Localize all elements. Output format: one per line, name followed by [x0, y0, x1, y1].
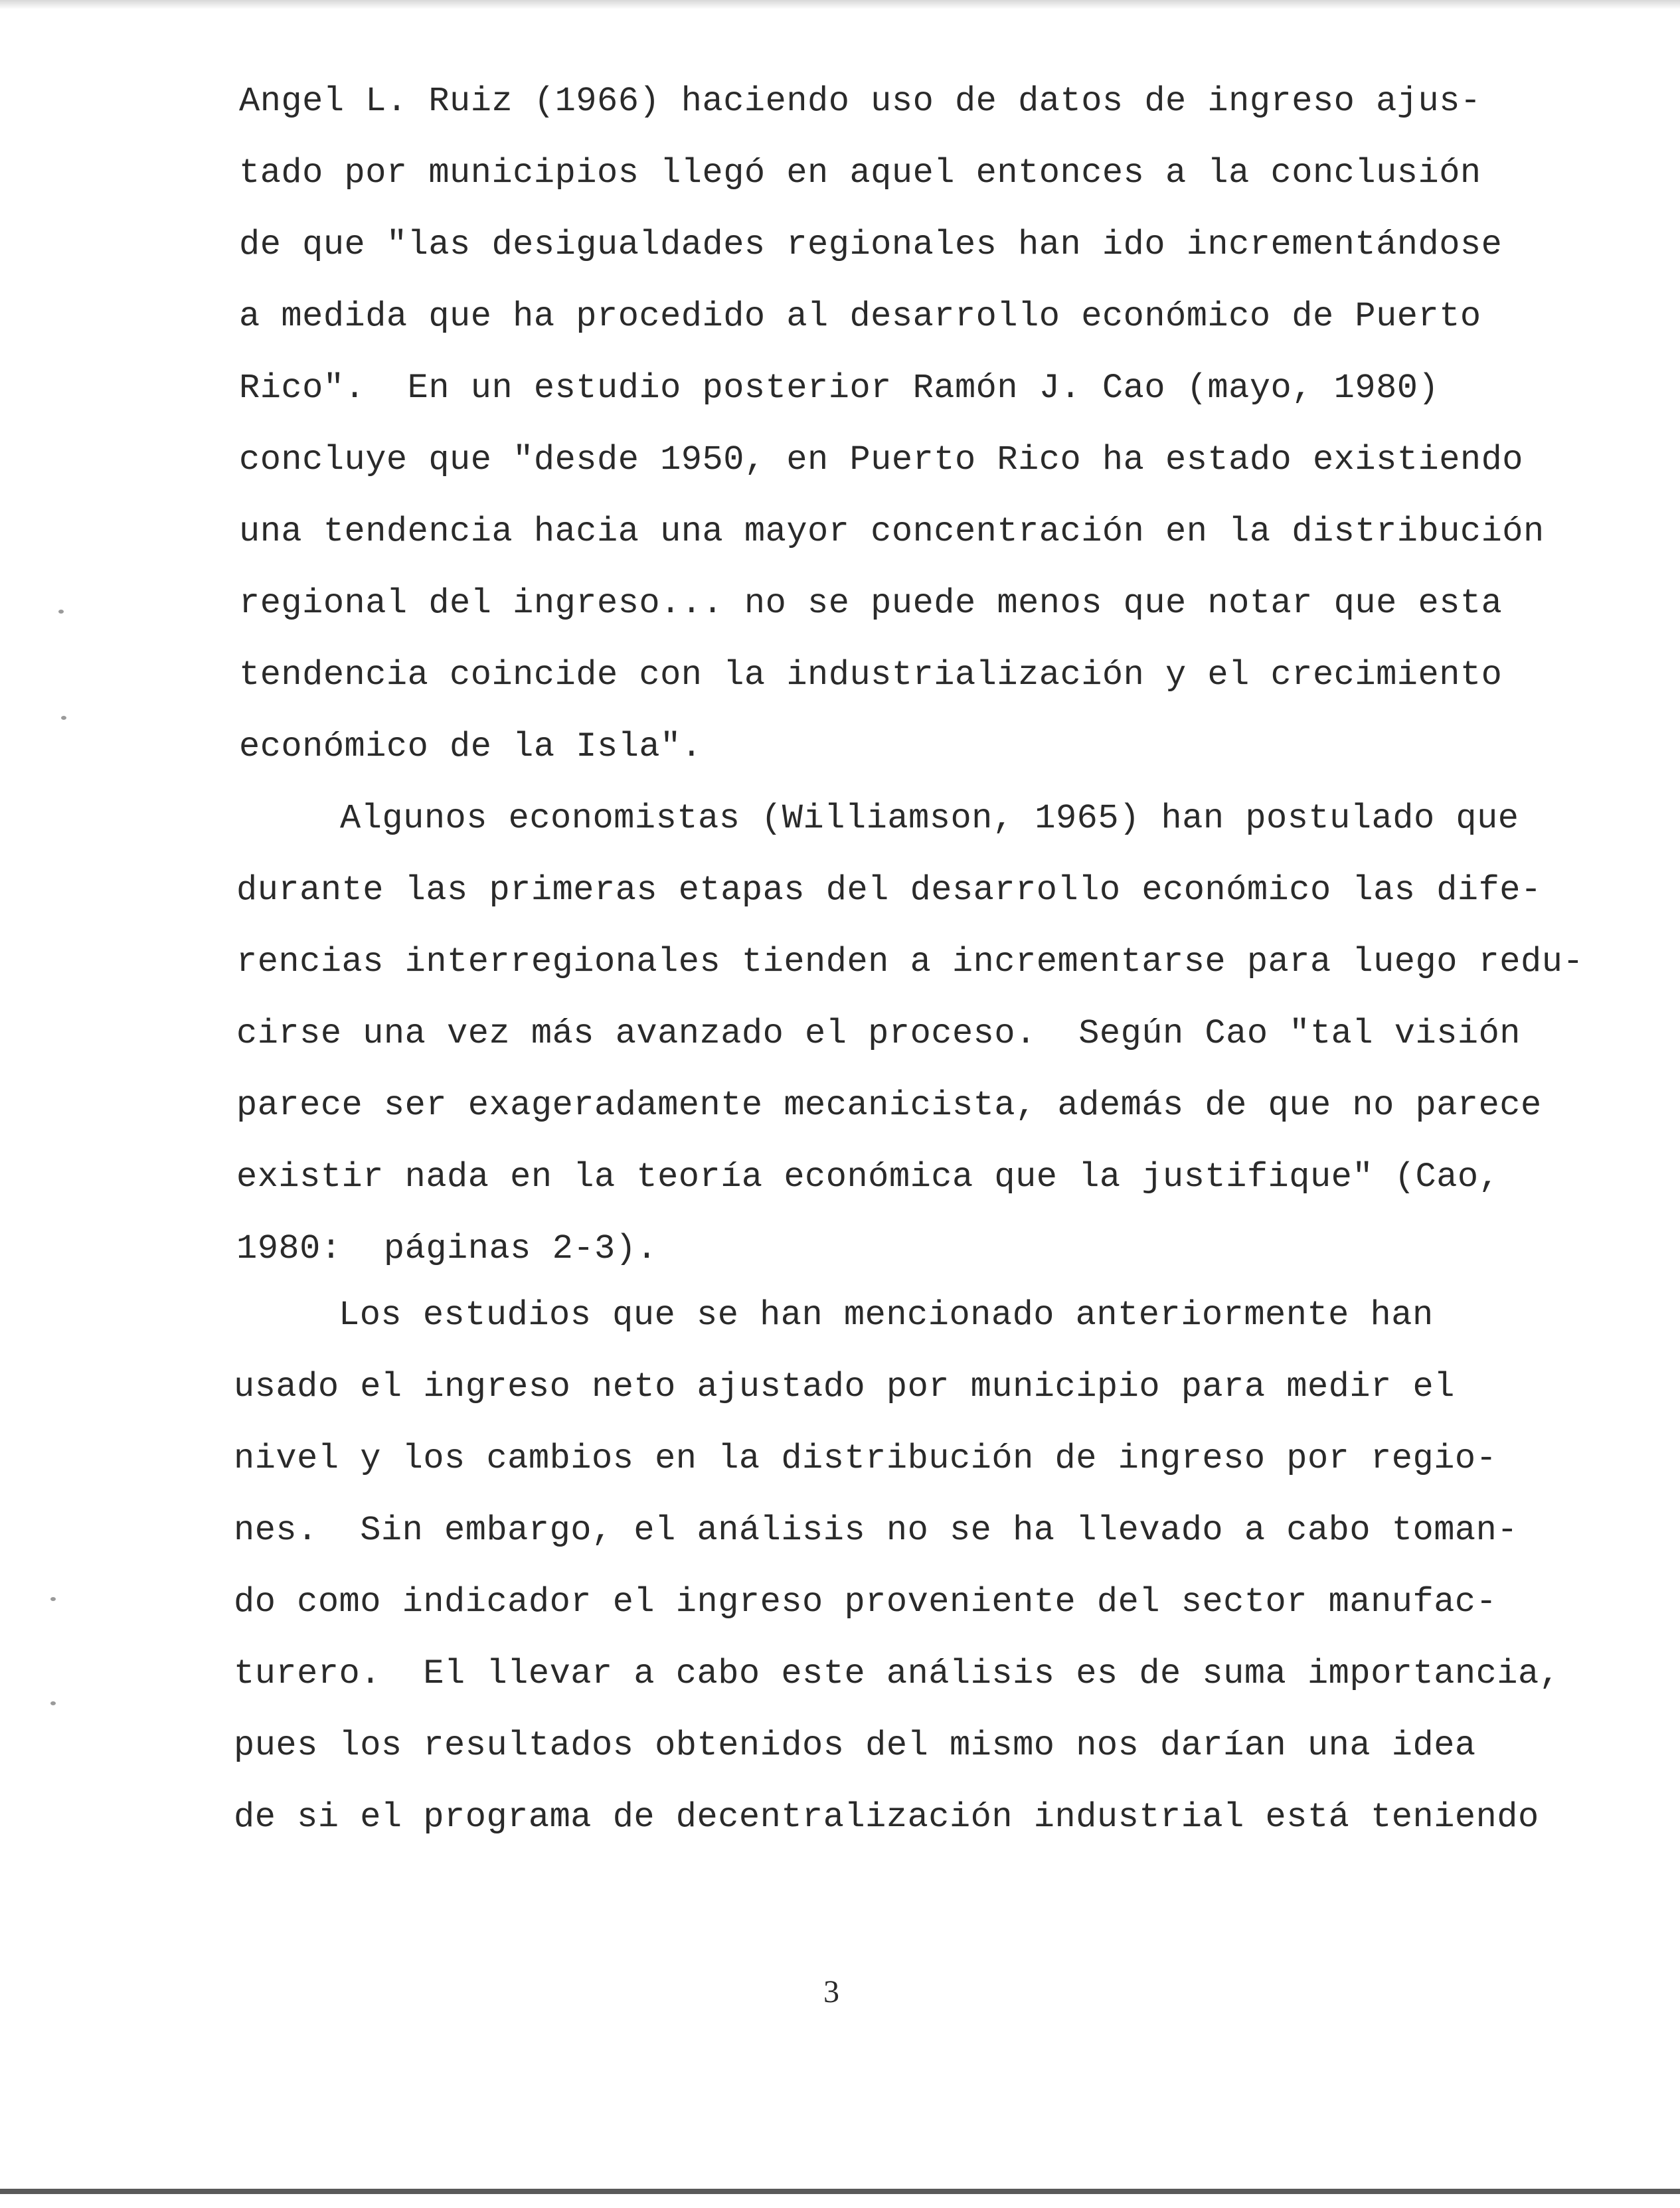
- text-line-24: pues los resultados obtenidos del mismo nos darían una idea: [234, 1726, 1476, 1765]
- text-line-13: rencias interregionales tienden a incrementarse para luego redu-: [236, 942, 1584, 981]
- text-line-19: usado el ingreso neto ajustado por municipio para medir el: [234, 1367, 1455, 1406]
- scan-top-edge: [0, 0, 1680, 9]
- text-line-8: regional del ingreso... no se puede menos que notar que esta: [239, 584, 1503, 623]
- text-line-1: Angel L. Ruiz (1966) haciendo uso de datos de ingreso ajus-: [239, 82, 1481, 121]
- text-line-5: Rico". En un estudio posterior Ramón J. Cao (mayo, 1980): [239, 369, 1440, 408]
- text-line-9: tendencia coincide con la industrialización y el crecimiento: [239, 655, 1503, 695]
- scan-bottom-edge: [0, 2189, 1680, 2194]
- text-line-25: de si el programa de decentralización industrial está teniendo: [234, 1798, 1539, 1837]
- text-line-12: durante las primeras etapas del desarrollo económico las dife-: [236, 871, 1542, 910]
- scan-speck: [50, 1597, 56, 1601]
- text-line-4: a medida que ha procedido al desarrollo económico de Puerto: [239, 297, 1481, 336]
- text-line-23: turero. El llevar a cabo este análisis es de suma importancia,: [234, 1654, 1560, 1693]
- scan-speck: [61, 716, 66, 720]
- text-line-3: de que "las desigualdades regionales han ido incrementándose: [239, 225, 1503, 264]
- text-line-2: tado por municipios llegó en aquel entonces a la conclusión: [239, 153, 1481, 193]
- text-line-17: 1980: páginas 2-3).: [236, 1229, 658, 1268]
- scan-speck: [50, 1701, 56, 1705]
- text-line-20: nivel y los cambios en la distribución de ingreso por regio-: [234, 1439, 1497, 1478]
- text-line-11: Algunos economistas (Williamson, 1965) han postulado que: [340, 799, 1519, 838]
- text-line-18: Los estudios que se han mencionado anteriormente han: [339, 1296, 1434, 1335]
- text-line-7: una tendencia hacia una mayor concentración en la distribución: [239, 512, 1545, 551]
- text-line-15: parece ser exageradamente mecanicista, además de que no parece: [236, 1086, 1542, 1125]
- text-line-22: do como indicador el ingreso proveniente del sector manufac-: [234, 1582, 1497, 1622]
- text-line-16: existir nada en la teoría económica que la justifique" (Cao,: [236, 1157, 1500, 1197]
- text-line-21: nes. Sin embargo, el análisis no se ha llevado a cabo toman-: [234, 1511, 1519, 1550]
- scan-speck: [58, 610, 64, 614]
- text-line-14: cirse una vez más avanzado el proceso. Según Cao "tal visión: [236, 1014, 1521, 1053]
- page-number: 3: [823, 1974, 839, 2009]
- text-line-6: concluye que "desde 1950, en Puerto Rico ha estado existiendo: [239, 440, 1524, 479]
- text-line-10: económico de la Isla".: [239, 727, 703, 766]
